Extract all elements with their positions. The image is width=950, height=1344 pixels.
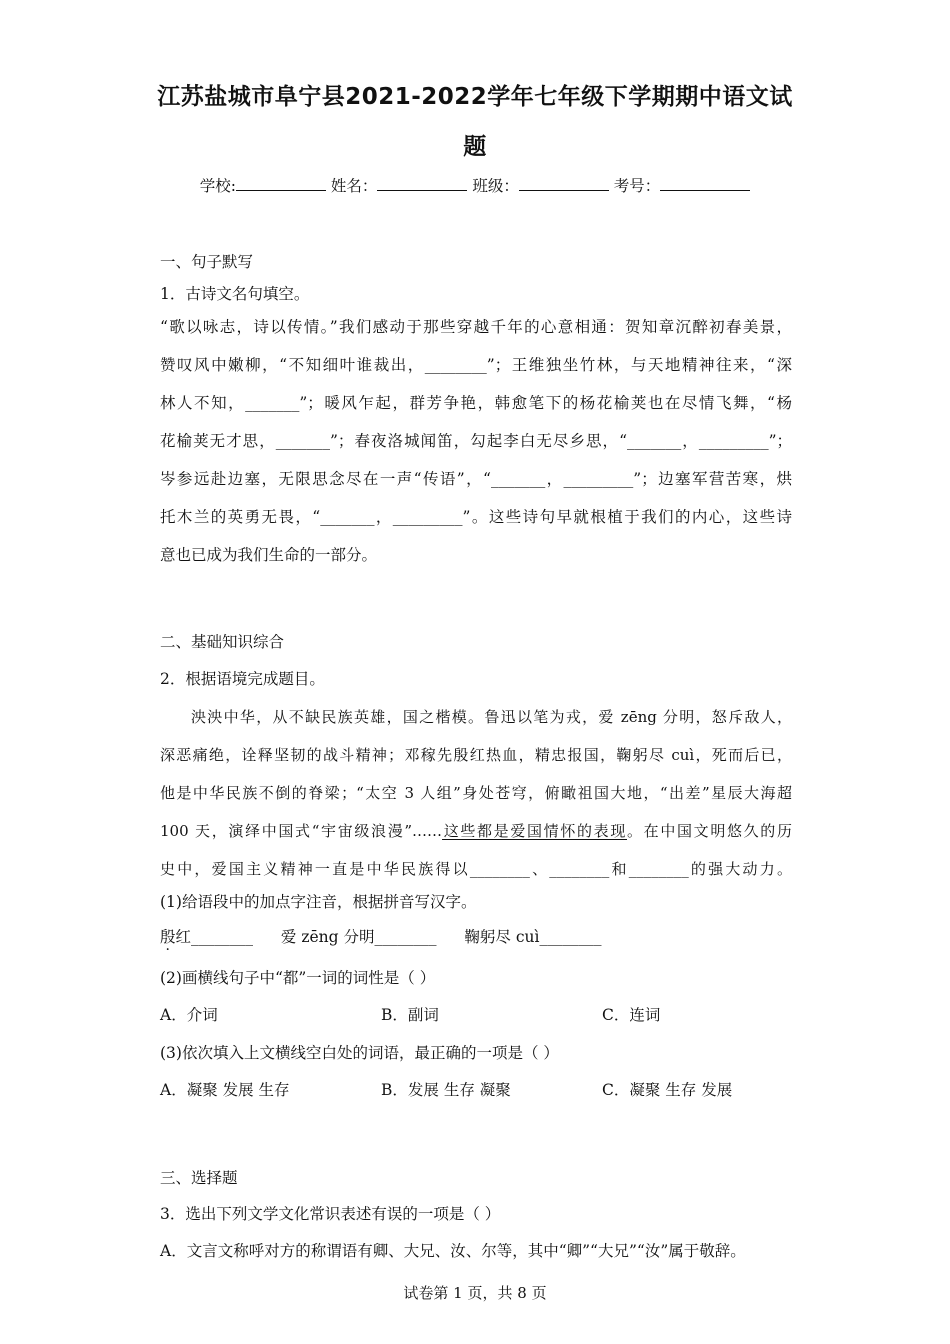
class-label: 班级： — [472, 177, 519, 195]
answer-a: 红________ — [175, 928, 254, 946]
q1-line: 赞叹风中嫩柳，“不知细叶谁裁出，________”；王维独坐竹林，与天地精神往来，“深 — [160, 356, 792, 374]
dotted-char: 殷 · — [453, 746, 469, 764]
option-c[interactable]: C．凝聚 生存 发展 — [602, 1081, 733, 1099]
exam-no-label: 考号： — [613, 177, 661, 195]
section2-heading: 二、基础知识综合 — [160, 633, 285, 651]
q1-passage — [160, 308, 792, 574]
option-b[interactable]: B．副词 — [381, 1006, 439, 1024]
q2-text: 100 天，演绎中国式“宇宙级浪漫”…… — [160, 822, 443, 840]
option-c[interactable]: C．连词 — [602, 1006, 661, 1024]
q2-text: 红热血，精忠报国，鞠躬尽 cuì，死而后已， — [469, 746, 792, 764]
q2-sub3: (3)依次填入上文横线空白处的词语，最正确的一项是（ ） — [160, 1044, 559, 1062]
section1-heading: 一、句子默写 — [160, 253, 254, 271]
school-field[interactable] — [236, 176, 326, 191]
q1-line: 托木兰的英勇无畏，“_______，_________”。这些诗句早就根植于我们的内心，这些诗 — [160, 508, 792, 526]
q2-sub2: (2)画横线句子中“都”一词的词性是（ ） — [160, 969, 436, 987]
student-info-row — [0, 174, 950, 196]
q1-line: 花榆荚无才思，_______”；春夜洛城闻笛，勾起李白无尽乡思，“_______，_________”； — [160, 432, 792, 450]
q2-passage — [160, 698, 792, 888]
q2-text: 。在中国文明悠久的历 — [627, 822, 792, 840]
q2-sub1-answers — [160, 925, 601, 947]
q2-line: 史中，爱国主义精神一直是中华民族得以________、________和________的强大动力。 — [160, 860, 792, 878]
exam-title-line2: 题 — [463, 134, 487, 160]
exam-no-field[interactable] — [660, 176, 750, 191]
answer-b: 爱 zēng 分明________ — [280, 928, 437, 946]
q2-text: 深恶痛绝，诠释坚韧的战斗精神；邓稼先 — [160, 746, 454, 764]
q1-stem: 1．古诗文名句填空。 — [160, 285, 310, 303]
underlined-sentence: 这些都是爱国情怀的表现 — [442, 822, 627, 840]
class-field[interactable] — [519, 176, 609, 191]
option-a[interactable]: A．介词 — [160, 1006, 218, 1024]
q2-sub1: (1)给语段中的加点字注音，根据拼音写汉字。 — [160, 893, 477, 911]
q3-option-a[interactable]: A．文言文称呼对方的称谓语有卿、大兄、汝、尔等，其中“卿”“大兄”“汝”属于敬辞。 — [160, 1242, 746, 1260]
school-label: 学校: — [199, 177, 236, 195]
q1-line: “歌以咏志，诗以传情。”我们感动于那些穿越千年的心意相通：贺知章沉醉初春美景， — [160, 318, 792, 336]
q2-stem: 2．根据语境完成题目。 — [160, 670, 325, 688]
q2-line — [160, 812, 792, 850]
q3-stem: 3．选出下列文学文化常识表述有误的一项是（ ） — [160, 1205, 501, 1223]
exam-title-line1: 江苏盐城市阜宁县2021-2022学年七年级下学期期中语文试 — [157, 84, 793, 110]
name-field[interactable] — [377, 176, 467, 191]
section3-heading: 三、选择题 — [160, 1169, 238, 1187]
q1-line: 林人不知，_______”；暖风乍起，群芳争艳，韩愈笔下的杨花榆荚也在尽情飞舞，“杨 — [160, 394, 792, 412]
dotted-char: 殷 — [160, 928, 176, 946]
answer-c: 鞠躬尽 cuì________ — [464, 928, 602, 946]
q2-line: 泱泱中华，从不缺民族英雄，国之楷模。鲁迅以笔为戎，爱 zēng 分明，怒斥敌人， — [191, 708, 792, 726]
q1-line: 岑参远赴边塞，无限思念尽在一声“传语”，“_______，_________”；边塞军营苦寒，烘 — [160, 470, 792, 488]
name-label: 姓名： — [330, 177, 378, 195]
q2-line — [160, 736, 792, 774]
q1-line: 意也已成为我们生命的一部分。 — [160, 546, 378, 564]
page-footer: 试卷第 1 页，共 8 页 — [403, 1284, 547, 1302]
option-a[interactable]: A．凝聚 发展 生存 — [160, 1081, 290, 1099]
q2-line: 他是中华民族不倒的脊梁；“太空 3 人组”身处苍穹，俯瞰祖国大地，“出差”星辰大海超 — [160, 784, 792, 802]
option-b[interactable]: B．发展 生存 凝聚 — [381, 1081, 511, 1099]
